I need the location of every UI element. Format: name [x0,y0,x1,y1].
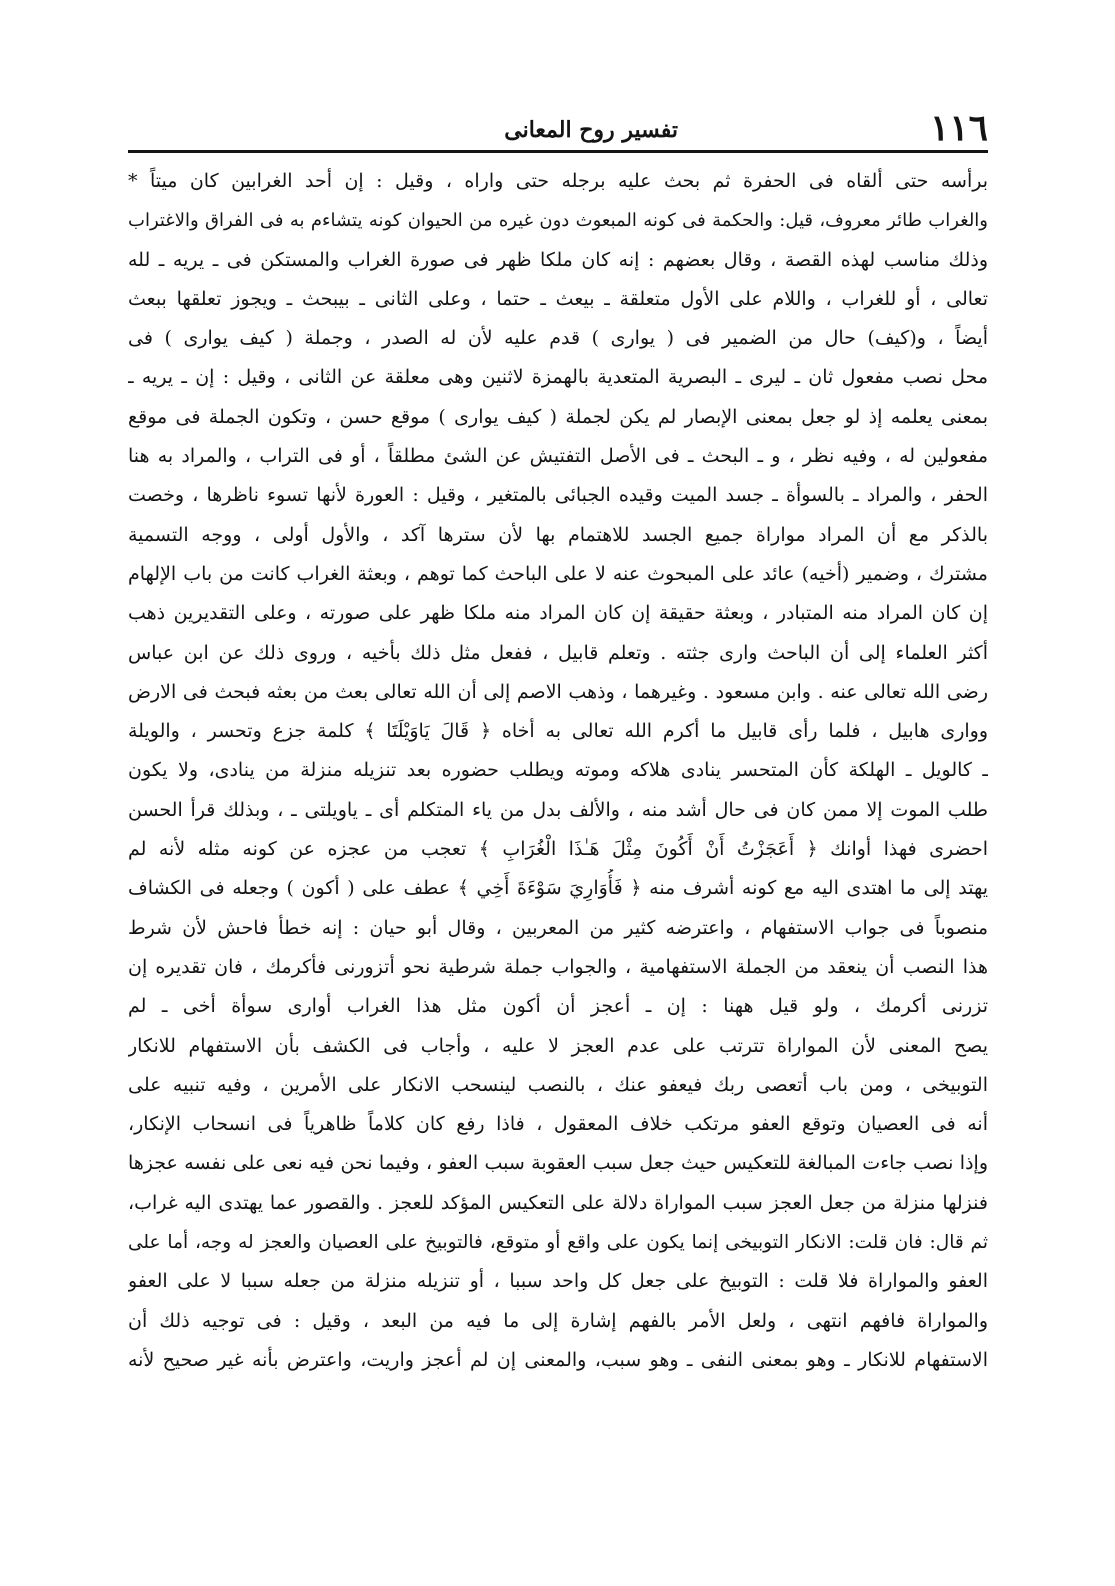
text-line: أكثر العلماء إلى أن الباحث وارى جثته . وتعلم قابيل ، ففعل مثل ذلك بأخيه ، وروى ذلك عن ابن عباس [128,641,988,664]
text-line: فنزلها منزلة من جعل العجز سبب المواراة دلالة على التعكيس المؤكد للعجز . والقصور عما يهتدى اليه غراب، [128,1191,988,1214]
text-line: الاستفهام للانكار ـ وهو بمعنى النفى ـ وهو سبب، والمعنى إن لم أعجز واريت، واعترض بأنه غير صحيح لأنه [128,1348,988,1371]
text-line: منصوباً فى جواب الاستفهام ، واعترضه كثير من المعربين ، وقال أبو حيان : إنه خطأ فاحش لأن شرط [128,916,988,939]
text-line: بالذكر مع أن المراد مواراة جميع الجسد للاهتمام بها لأن سترها آكد ، والأول أولى ، ووجه التسمية [128,523,988,546]
text-line: محل نصب مفعول ثان ـ ليرى ـ البصرية المتعدية بالهمزة لاثنين وهى معلقة عن الثانى ، وقيل : إن ـ يريه ـ [128,366,988,389]
text-line: وذلك مناسب لهذه القصة ، وقال بعضهم : إنه كان ملكا ظهر فى صورة الغراب والمستكن فى ـ يريه ـ لله [128,248,988,271]
text-line: تعالى ، أو للغراب ، واللام على الأول متعلقة ـ بيعث ـ حتما ، وعلى الثانى ـ بيبحث ـ ويجوز تعلقها ببعث [128,287,988,310]
text-line: احضرى فهذا أوانك ﴿ أَعَجَزْتُ أَنْ أَكُونَ مِثْلَ هَـٰذَا الْغُرَابِ ﴾ تعجب من عجزه عن كونه مثله لأنه لم [128,838,988,861]
text-line: والغراب طائر معروف، قيل: والحكمة فى كونه المبعوث دون غيره من الحيوان كونه يتشاءم به فى الفراق والاغتراب [128,210,988,232]
text-line: بمعنى يعلمه إذ لو جعل بمعنى الإبصار لم يكن لجملة ( كيف يوارى ) موقع حسن ، وتكون الجملة فى موقع [128,405,988,428]
text-line: ووارى هابيل ، فلما رأى قابيل ما أكرم الله تعالى به أخاه ﴿ قَالَ يَاوَيْلَتَا ﴾ كلمة جزع وتحسر ، والويلة [128,720,988,743]
running-title: تفسير روح المعانى [504,117,678,143]
text-line: رضى الله تعالى عنه . وابن مسعود . وغيرهما ، وذهب الاصم إلى أن الله تعالى بعث من بعثه فبحث فى الارض [128,680,988,703]
text-line: أيضاً ، و(كيف) حال من الضمير فى ( يوارى ) قدم عليه لأن له الصدر ، وجملة ( كيف يوارى ) فى [128,327,988,350]
text-line: ثم قال: فان قلت: الانكار التوبيخى إنما يكون على واقع أو متوقع، فالتوبيخ على العصيان والعجز له وجه، أما على [128,1232,988,1254]
text-line: أنه فى العصيان وتوقع العفو مرتكب خلاف المعقول ، فاذا رفع كان كلاماً ظاهرياً فى انسحاب الإنكار، [128,1113,988,1136]
text-line: مفعولين له ، وفيه نظر ، و ـ البحث ـ فى الأصل التفتيش عن الشئ مطلقاً ، أو فى التراب ، والمراد به هنا [128,445,988,468]
header-rule [128,150,988,153]
text-line: والمواراة فافهم انتهى ، ولعل الأمر بالفهم إشارة إلى ما فيه من البعد ، وقيل : فى توجيه ذلك أن [128,1309,988,1332]
text-line: الحفر ، والمراد ـ بالسوأة ـ جسد الميت وقيده الجبائى بالمتغير ، وقيل : العورة لأنها تسوء ناظرها ، وخصت [128,484,988,507]
text-line: يصح المعنى لأن المواراة تترتب على عدم العجز لا عليه ، وأجاب فى الكشف بأن الاستفهام للانكار [128,1034,988,1057]
page-number: ١١٦ [929,107,988,149]
text-line: التوبيخى ، ومن باب أتعصى ربك فيعفو عنك ، بالنصب لينسحب الانكار على الأمرين ، وفيه تنبيه على [128,1073,988,1096]
text-line: طلب الموت إلا ممن كان فى حال أشد منه ، والألف بدل من ياء المتكلم أى ـ ياويلتى ـ ، وبذلك قرأ الحسن [128,798,988,821]
text-line: هذا النصب أن ينعقد من الجملة الاستفهامية ، والجواب جملة شرطية نحو أتزورنى فأكرمك ، فان تقديره إن [128,955,988,978]
text-line: تزرنى أكرمك ، ولو قيل ههنا : إن ـ أعجز أن أكون مثل هذا الغراب أوارى سوأة أخى ـ لم [128,995,988,1018]
body-text [128,162,988,1380]
text-line: يهتد إلى ما اهتدى اليه مع كونه أشرف منه ﴿ فَأُوَارِيَ سَوْءَةَ أَخِي ﴾ عطف على ( أكون ) وجعله فى الكشاف [128,877,988,900]
text-line: العفو والمواراة فلا قلت : التوبيخ على جعل كل واحد سببا ، أو تنزيله منزلة من جعله سببا لا على العفو [128,1270,988,1293]
page-header [128,104,988,152]
text-line: إن كان المراد منه المتبادر ، وبعثة حقيقة إن كان المراد منه ملكا ظهر على صورته ، وعلى التقديرين ذهب [128,602,988,625]
text-line: وإذا نصب جاءت المبالغة للتعكيس حيث جعل سبب العقوبة سبب العفو ، وفيما نحن فيه نعى على نفسه عجزها [128,1152,988,1175]
text-line: برأسه حتى ألقاه فى الحفرة ثم بحث عليه برجله حتى واراه ، وقيل : إن أحد الغرابين كان ميتاً * [128,170,988,192]
text-line: ـ كالويل ـ الهلكة كأن المتحسر ينادى هلاكه وموته ويطلب حضوره بعد تنزيله منزلة من ينادى، ولا يكون [128,759,988,782]
text-line: مشترك ، وضمير (أخيه) عائد على المبحوث عنه لا على الباحث كما توهم ، وبعثة الغراب كانت من باب الإلهام [128,562,988,585]
